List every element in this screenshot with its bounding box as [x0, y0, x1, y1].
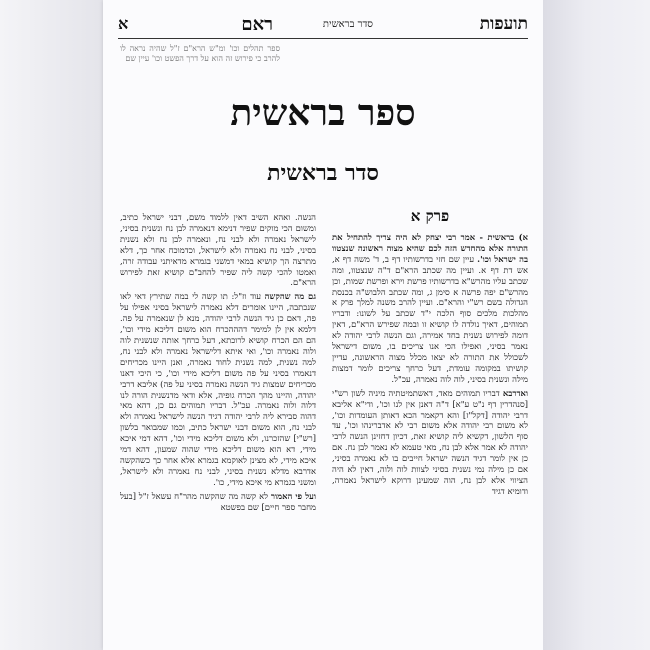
header-series: תועפות	[479, 14, 528, 34]
top-note: ספר תהלים וכו' ומ"ש הרא"ם ז"ל שהיה נראה לו להרב כי פירוש זה הוא על דרך הפשט וכו' עיין שם	[120, 44, 280, 63]
paragraph-text: הנשה. ואהא השיב דאין ללמוד משם, דבני ישראל כתיב, ומשום הכי מוקים שפיר דנימא דנאמרה לבן נח ונשנית בסיני, לישראל נאמרה ולא לבני נח, ונאמרה לבן נח ולא נשנית בסיני, לבני נח נאמרה ולא לישראל, וכדמוכח אחר כך, דלא מתרצה הך קושיא במאי דמשני בגמרא מדאיתני עבודה זרה, ואמטו להכי קשה ליה שפיר להחב"ם קושיא זאת לפירוש הרא"ם.	[120, 212, 316, 288]
header-rule	[118, 38, 528, 39]
paragraph-lead: א) בראשית - אמר רבי יצחק לא היה צריך להתחיל את התורה אלא מהחדש הזה לכם שהיא מצוה ראשונה שנצטוו בה ישראל וכו'.	[332, 232, 528, 264]
paragraph-text: לא קשה מה שהקשה מהר"ח עשאל ז"ל [בעל מחבר ספר חיים] שם בפשטא	[120, 490, 316, 512]
paragraph-lead: גם מה שהקשה	[264, 291, 316, 302]
header-seder: סדר בראשית	[322, 19, 373, 30]
book-title: ספר בראשית	[230, 92, 416, 134]
paragraph-lead: ועל פי האמור	[270, 490, 316, 501]
running-header	[118, 14, 528, 36]
page-gutter	[0, 0, 103, 650]
page-edge	[543, 0, 650, 650]
header-author: ראם	[241, 14, 273, 35]
paragraph	[332, 232, 528, 385]
paragraph-text: עיין שם חזי בדרשותיו דף ב, ד' משה דף א, אש דת דף א. ועיין מה שכתב הרא"ם ד"ה שנצטוו, ומה שכתב עליו מהרש"א בדרשותיו פרשת וירא ופרשת שמות, וכן מהרש"ם יפה פרשה א סימן ג, ומה שכתב הלבוש"ה בכנסת הגדולה בשם רש"י והרא"ם. ועיין להרב משנה למלך פרק א מהלכות מלכים סוף הלכה י"ד שכתב על לשונו: ודבריו תמוהים, דאיך נולדה לו קושיא זו ובמה שפירש הרא"ם, דאין דומה לפירוש נשנית בחד אמירה, וגם הנשה לרבי יהודה לא נאמר בסיני, ואפילו הכי אנו צריכים בו, משום דישראל לשכולל את התורה לא יצאו מכלל מצוה הראשונה, עדיין קושיתו במקומה עומדת, דעל כרחך צריכים לומר דמצות מילה ונשנית בסיני, לוה לוה נאמרה, עכ"ל.	[332, 253, 528, 384]
paragraph-text: דבריו תמוהים מאד, דאשתמיטתיה מיניה לשון רש"י [סנהדרין דף נ"ט ע"א] ד"ה דאנן אין לנו וכו', ודי"א אליבא דרבי יהודה [דקל"ז] והא דקאמר הכא דאותן העומדות וכו', לא משום רבי יהודה אלא משום רבי לא אדברינהו וכו', עד סוף הלשון, דקשיא ליה קושיא זאת, דכיון דחזינן הנשה לרבי יהודה לא אמר אלא לבן נח, מאי טעמא לא נאמר לבן נח. אם כן אין לומר דגיד הנשה ישראל חייבים בו לא נאמרה בסיני, אם כן מילה נמי נשנית בסיני לצוות לוה ולוה, דאין לא היה הציווי אלא לבן נח, הוה שמעינן דרוקא לישראל נאמרה, ודומיא דגיד	[332, 387, 528, 496]
paragraph	[332, 388, 528, 497]
paragraph	[120, 212, 316, 288]
seder-title: סדר בראשית	[267, 160, 379, 186]
right-column	[332, 232, 528, 642]
paragraph-lead: ואדרבא	[502, 387, 528, 398]
header-page-letter: א	[118, 14, 129, 33]
paragraph	[120, 491, 316, 513]
paragraph-text: עוד וז"ל: תו קשה לי במה שתירץ דאי לאו שנכתבה, היינו אומרים דלא נאמרה לישראל בסיני אפילו על פה, דאם כן גיד הנשה לרבי יהודה, מנא לן שנאמרה על פה. דלמא אין לן למימר דהההכרח הוא משום דליכא מידי וכו', הם הם הכרח קושיא לרוכתא, דעל כרחך אותה שנשנית לוה ולוה נאמרה וכו', ואי איתא דלישראל נאמרה ולא לבני נח, למה נשנית, למה נשנית לחוד נאמרה, ואנן היינו מכריחים דנאמרו בסיני על פה משום דליכא מידי וכו', כי היכי דאנו מכריחים שמצות גיד הנשה נאמרה בסיני על פה) אליבא דרבי יהודה, והיינו מהך הכרח גופיה, אלא ודאי מדנשנית הורה לנו דלוה ולוה נאמרה. עכ"ל. דבריו תמוהים גם כן, דהא מאי דהוה סבירא ליה לרבי יהודה דגיד הנשה לישראל נאמרה ולא לבני נח, הוא משום דבני ישראל כתיב, וכמו שמבואר בלשון [רש"י] שהזכרנו, ולא משום דליכא מידי וכו', דהא דמי איכא מידי, דא הוא משום דליכא מידי שהוה שמעון, דהא דמי איכא מידי, לא מצינן לאוקמא בגמרא אלא אחר כך כשהקשה אדרבא מדלא נשנית בסיני, לבני נח נאמרה ולא לישראל, ומשני בגמרא מי איכא מידי, כו'.	[120, 291, 316, 487]
paragraph	[120, 291, 316, 487]
chapter-heading: פרק א	[410, 207, 450, 225]
left-column	[120, 212, 316, 642]
